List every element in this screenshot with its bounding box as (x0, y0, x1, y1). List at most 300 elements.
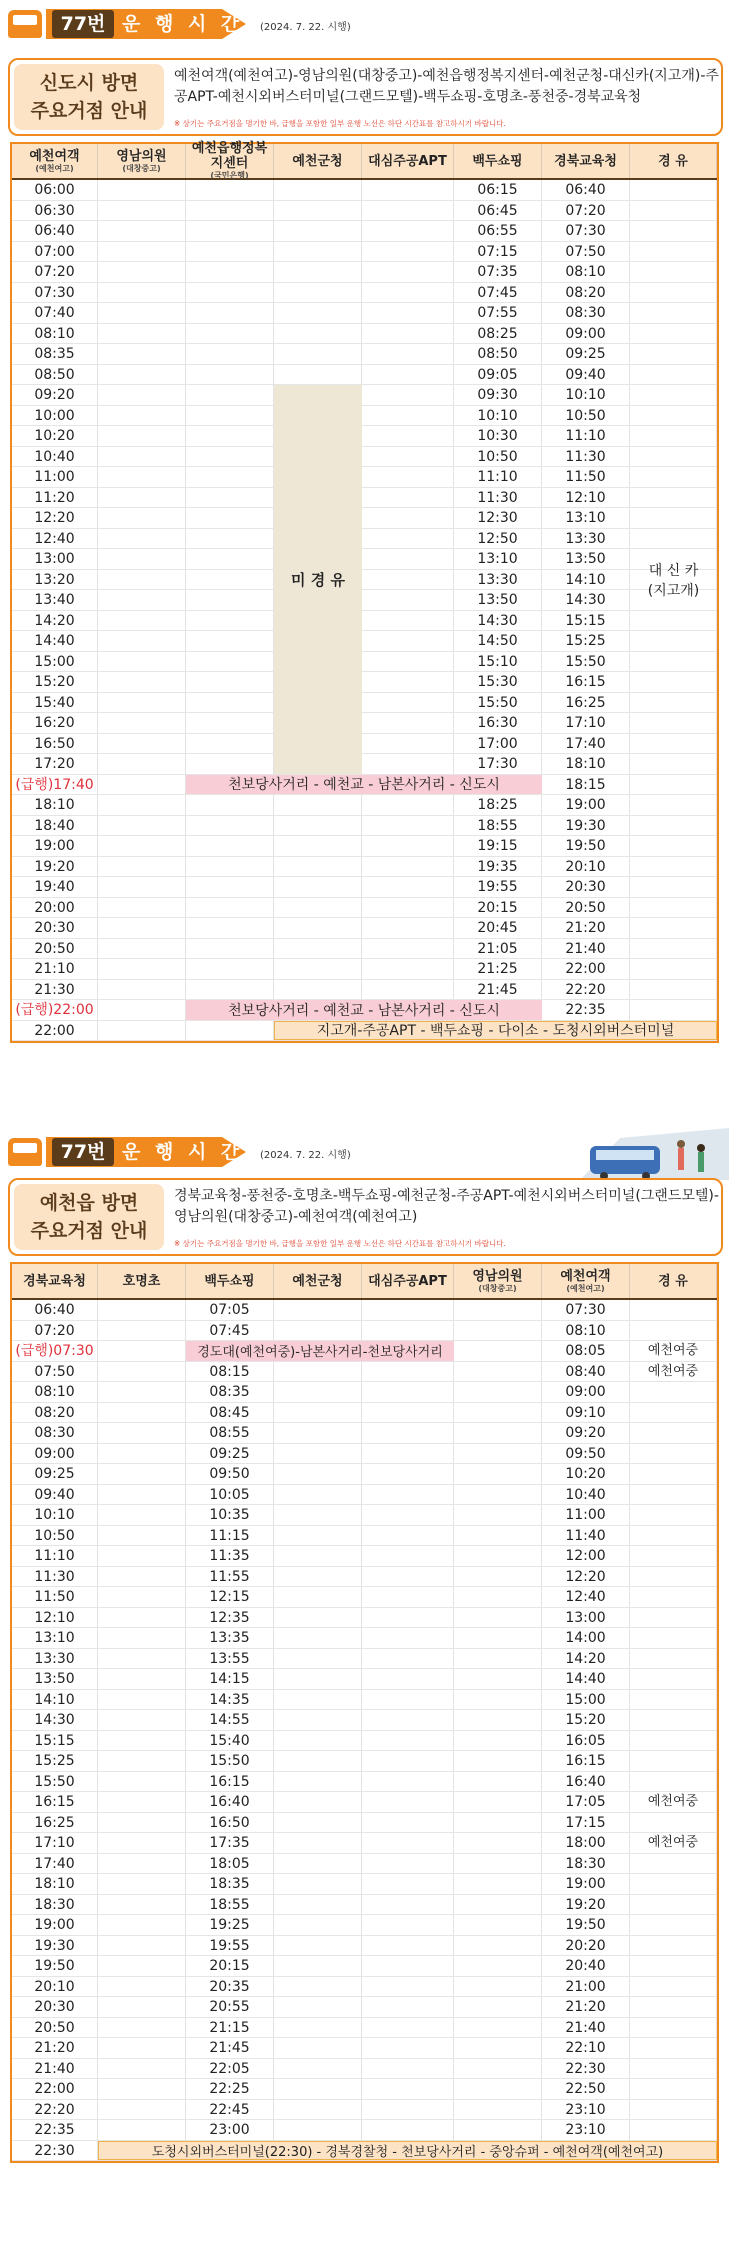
table-cell (274, 283, 362, 303)
table-cell (98, 795, 186, 815)
table-cell (630, 1608, 717, 1628)
table-cell: 10:35 (186, 1505, 274, 1525)
table-cell: 16:15 (186, 1772, 274, 1792)
table-row (12, 898, 717, 919)
table-cell (274, 1423, 362, 1443)
table-cell (274, 1977, 362, 1997)
table-cell (630, 201, 717, 221)
table-cell (274, 836, 362, 856)
table-cell: 21:40 (542, 2018, 630, 2038)
table-cell: 15:50 (542, 652, 630, 672)
table-cell: 15:20 (12, 672, 98, 692)
table-cell: 19:40 (12, 877, 98, 897)
table-row (12, 816, 717, 837)
table-row (12, 447, 717, 468)
table-cell: 11:35 (186, 1546, 274, 1566)
column-header-label: 예천군청 (292, 153, 343, 169)
table-cell: 22:30 (542, 2059, 630, 2079)
table-cell: 09:20 (542, 1423, 630, 1443)
table-cell (186, 939, 274, 959)
table-cell: 23:00 (186, 2120, 274, 2140)
table-cell: 13:30 (542, 529, 630, 549)
table-row (12, 1977, 717, 1998)
table-cell: 09:00 (542, 324, 630, 344)
table-cell (630, 1000, 717, 1020)
table-cell (362, 467, 454, 487)
table-cell (274, 1690, 362, 1710)
table-cell (274, 2018, 362, 2038)
table-cell: 20:45 (454, 918, 542, 938)
table-cell: 10:50 (542, 406, 630, 426)
table-cell: 10:10 (12, 1505, 98, 1525)
table-cell: 13:00 (12, 549, 98, 569)
table-cell (274, 2038, 362, 2058)
table-cell (454, 1669, 542, 1689)
table-cell (454, 1936, 542, 1956)
table-cell (98, 1772, 186, 1792)
table-cell: 09:50 (186, 1464, 274, 1484)
table-cell: 15:40 (186, 1731, 274, 1751)
column-header-label: 예천읍행정복지센터 (191, 141, 268, 171)
table-cell (98, 2059, 186, 2079)
table-cell (630, 365, 717, 385)
table-cell (98, 1505, 186, 1525)
table-cell (454, 1444, 542, 1464)
table-cell: 12:40 (542, 1587, 630, 1607)
table-cell (630, 1731, 717, 1751)
table-cell (454, 2100, 542, 2120)
table-cell (186, 836, 274, 856)
table-cell: 08:30 (12, 1423, 98, 1443)
table-cell: 20:30 (542, 877, 630, 897)
table-row (12, 1956, 717, 1977)
table-cell (362, 1997, 454, 2017)
table-cell (98, 1833, 186, 1853)
table-cell: 21:00 (542, 1977, 630, 1997)
table-cell: 14:20 (542, 1649, 630, 1669)
table-row (12, 631, 717, 652)
table-cell (630, 877, 717, 897)
table-cell: 19:50 (12, 1956, 98, 1976)
table-cell: 14:50 (454, 631, 542, 651)
table-cell (362, 877, 454, 897)
table-cell (274, 2079, 362, 2099)
table-row (12, 1628, 717, 1649)
table-cell (98, 447, 186, 467)
table-cell: 07:30 (542, 221, 630, 241)
table-cell (630, 795, 717, 815)
table-cell (630, 324, 717, 344)
table-cell (362, 816, 454, 836)
table-cell: 08:20 (12, 1403, 98, 1423)
route-stops: 예천여객(예천여고)-영남의원(대창중고)-예천읍행정복지센터-예천군청-대신카(지고개)-주공APT-예천시외버스터미널(그랜드모텔)-백두쇼핑-호명초-풍천중-경북교육청 (174, 68, 719, 105)
table-cell (362, 221, 454, 241)
table-row (12, 1792, 717, 1813)
table-cell: 13:50 (454, 590, 542, 610)
table-cell (362, 488, 454, 508)
table-cell: 11:15 (186, 1526, 274, 1546)
column-header-sub: (예천여고) (35, 163, 74, 173)
table-cell (362, 2059, 454, 2079)
table-cell: 18:30 (542, 1854, 630, 1874)
table-cell (454, 1772, 542, 1792)
table-cell (362, 1936, 454, 1956)
table-cell: 08:50 (454, 344, 542, 364)
bus-icon (8, 1138, 42, 1166)
table-cell (274, 1895, 362, 1915)
table-cell (362, 1485, 454, 1505)
table-cell (98, 488, 186, 508)
column-header-label: 영남의원 (472, 1268, 523, 1284)
table-cell: 12:00 (542, 1546, 630, 1566)
table-cell: 17:05 (542, 1792, 630, 1812)
column-header (186, 1264, 274, 1298)
table-cell (274, 1567, 362, 1587)
table-row (12, 426, 717, 447)
table-cell (186, 201, 274, 221)
table-cell (98, 529, 186, 549)
table-row (12, 283, 717, 304)
table-cell (362, 693, 454, 713)
route-note: ※ 상기는 주요거점을 명기한 바, 급행을 포함한 일부 운행 노선은 하단 시간표를 참고하시기 바랍니다. (174, 119, 506, 128)
table-cell: 16:40 (542, 1772, 630, 1792)
column-header-sub: (예천여고) (566, 1283, 605, 1293)
table-row (12, 1300, 717, 1321)
column-header (12, 1264, 98, 1298)
route-number: 77번 (52, 1138, 114, 1166)
table-cell (186, 672, 274, 692)
table-cell: 18:35 (186, 1874, 274, 1894)
table-cell (274, 1587, 362, 1607)
table-cell: 18:40 (12, 816, 98, 836)
table-cell (362, 549, 454, 569)
table-cell: 20:30 (12, 918, 98, 938)
table-cell: 12:40 (12, 529, 98, 549)
table-cell (186, 406, 274, 426)
table-cell: 20:50 (542, 898, 630, 918)
table-cell (630, 1956, 717, 1976)
table-cell (630, 1505, 717, 1525)
table-cell (274, 262, 362, 282)
table-cell (98, 1485, 186, 1505)
table-cell (98, 262, 186, 282)
table-cell: 18:30 (12, 1895, 98, 1915)
table-cell: 21:30 (12, 980, 98, 1000)
table-cell (630, 1485, 717, 1505)
table-cell (274, 959, 362, 979)
table-cell (98, 242, 186, 262)
table-cell: 14:40 (542, 1669, 630, 1689)
table-cell: 22:50 (542, 2079, 630, 2099)
table-cell: 10:10 (454, 406, 542, 426)
table-cell (274, 1854, 362, 1874)
table-cell (98, 939, 186, 959)
column-header (454, 144, 542, 178)
table-cell: 16:25 (12, 1813, 98, 1833)
column-header (630, 1264, 717, 1298)
table-cell: 16:40 (186, 1792, 274, 1812)
table-cell (186, 344, 274, 364)
table-cell (362, 1669, 454, 1689)
table-cell: 09:10 (542, 1403, 630, 1423)
table-cell (630, 344, 717, 364)
table-cell (630, 1915, 717, 1935)
table-cell: 19:00 (542, 795, 630, 815)
table-cell: 16:30 (454, 713, 542, 733)
table-cell (630, 2120, 717, 2140)
no-stop-block: 미 경 유 (274, 385, 362, 774)
table-cell: 15:40 (12, 693, 98, 713)
table-cell (630, 939, 717, 959)
table-row (12, 303, 717, 324)
table-cell (362, 1895, 454, 1915)
table-cell: 11:30 (454, 488, 542, 508)
table-cell: 22:05 (186, 2059, 274, 2079)
table-row (12, 1751, 717, 1772)
table-row (12, 1464, 717, 1485)
table-cell (98, 344, 186, 364)
table-cell (362, 857, 454, 877)
route-info-box (8, 1178, 723, 1256)
table-cell (630, 898, 717, 918)
table-cell: 21:25 (454, 959, 542, 979)
table-cell: 09:30 (454, 385, 542, 405)
last-route-note: 지고개-주공APT - 백두쇼핑 - 다이소 - 도청시외버스터미널 (274, 1021, 717, 1041)
table-cell (274, 918, 362, 938)
table-row (12, 508, 717, 529)
table-cell: 11:00 (542, 1505, 630, 1525)
table-cell (186, 590, 274, 610)
table-cell: 14:15 (186, 1669, 274, 1689)
table-cell (454, 1833, 542, 1853)
table-cell: 11:30 (542, 447, 630, 467)
table-cell (98, 2100, 186, 2120)
table-cell: 19:25 (186, 1915, 274, 1935)
table-cell (362, 426, 454, 446)
table-cell (362, 1731, 454, 1751)
table-cell: 08:35 (12, 344, 98, 364)
table-cell (186, 283, 274, 303)
table-cell: 18:00 (542, 1833, 630, 1853)
table-cell (274, 980, 362, 1000)
table-cell: 07:50 (12, 1362, 98, 1382)
table-row (12, 1649, 717, 1670)
table-cell: 14:40 (12, 631, 98, 651)
table-cell (362, 918, 454, 938)
table-cell (98, 1300, 186, 1320)
page-title: 운 행 시 간 표 (122, 1141, 277, 1163)
table-row (12, 1608, 717, 1629)
table-cell (630, 959, 717, 979)
table-cell: 12:35 (186, 1608, 274, 1628)
column-header-label: 호명초 (122, 1273, 161, 1289)
table-cell: 22:35 (542, 1000, 630, 1020)
table-cell: 17:35 (186, 1833, 274, 1853)
table-cell: 19:50 (542, 836, 630, 856)
column-header-label: 경북교육청 (23, 1273, 86, 1289)
table-row (12, 1546, 717, 1567)
table-cell: 17:30 (454, 754, 542, 774)
table-cell (98, 1444, 186, 1464)
table-cell (454, 1341, 542, 1361)
table-cell (630, 1669, 717, 1689)
column-header (12, 144, 98, 178)
table-cell (186, 385, 274, 405)
table-cell (186, 221, 274, 241)
table-cell (362, 2018, 454, 2038)
table-row (12, 1444, 717, 1465)
table-cell: 11:10 (454, 467, 542, 487)
table-cell (98, 1751, 186, 1771)
table-cell: (급행)17:40 (12, 775, 98, 795)
column-header-label: 경 유 (658, 153, 688, 169)
table-cell: 07:30 (12, 283, 98, 303)
table-cell: 14:10 (12, 1690, 98, 1710)
table-cell: 07:40 (12, 303, 98, 323)
column-header (274, 144, 362, 178)
table-cell (274, 1669, 362, 1689)
table-cell: 08:35 (186, 1382, 274, 1402)
table-row (12, 1423, 717, 1444)
table-cell (630, 1382, 717, 1402)
table-cell (362, 2079, 454, 2099)
table-cell (274, 1444, 362, 1464)
table-cell (274, 1382, 362, 1402)
table-cell (186, 242, 274, 262)
table-cell: 21:45 (454, 980, 542, 1000)
table-cell (362, 2100, 454, 2120)
table-cell (454, 1813, 542, 1833)
route-info-box (8, 58, 723, 136)
table-cell: 21:20 (12, 2038, 98, 2058)
table-cell (186, 508, 274, 528)
table-row (12, 1321, 717, 1342)
table-cell: 20:10 (12, 1977, 98, 1997)
table-row (12, 713, 717, 734)
table-cell: 08:25 (454, 324, 542, 344)
table-cell (98, 1710, 186, 1730)
via-note-line: (지고개) (647, 582, 700, 599)
table-cell (454, 2018, 542, 2038)
table-cell (630, 2100, 717, 2120)
table-cell (274, 877, 362, 897)
table-cell (362, 1813, 454, 1833)
table-cell (274, 1526, 362, 1546)
table-cell: 22:00 (12, 1021, 98, 1041)
table-cell (630, 1587, 717, 1607)
table-cell: 18:10 (542, 754, 630, 774)
table-cell (630, 1936, 717, 1956)
table-cell (98, 1690, 186, 1710)
table-cell (98, 590, 186, 610)
table-cell (274, 1300, 362, 1320)
table-cell: 15:50 (454, 693, 542, 713)
table-cell (630, 1628, 717, 1648)
table-cell: 12:10 (12, 1608, 98, 1628)
table-row (12, 2059, 717, 2080)
column-header-label: 경북교육청 (554, 153, 617, 169)
table-cell (98, 2038, 186, 2058)
table-row (12, 1710, 717, 1731)
table-cell (274, 1874, 362, 1894)
table-cell (362, 324, 454, 344)
table-cell (362, 1649, 454, 1669)
table-cell: 07:55 (454, 303, 542, 323)
table-row (12, 344, 717, 365)
table-cell: 09:00 (542, 1382, 630, 1402)
page-title: 운 행 시 간 표 (122, 13, 277, 35)
table-cell (362, 734, 454, 754)
table-cell: 15:25 (12, 1751, 98, 1771)
table-row (12, 1362, 717, 1383)
table-cell (362, 631, 454, 651)
table-cell (630, 1526, 717, 1546)
table-row (12, 836, 717, 857)
direction-name: 예천읍 방면 (39, 1192, 139, 1214)
table-row (12, 877, 717, 898)
table-cell: 08:45 (186, 1403, 274, 1423)
table-cell (362, 1833, 454, 1853)
via-note-line: 대 신 카 (648, 562, 699, 579)
table-cell (362, 836, 454, 856)
table-cell: 13:00 (542, 1608, 630, 1628)
table-cell: 15:15 (542, 611, 630, 631)
table-cell (274, 365, 362, 385)
table-cell (274, 1833, 362, 1853)
table-cell: 08:40 (542, 1362, 630, 1382)
table-row (12, 385, 717, 406)
table-cell (274, 1731, 362, 1751)
table-cell (98, 1628, 186, 1648)
table-cell: 13:35 (186, 1628, 274, 1648)
table-cell: 14:35 (186, 1690, 274, 1710)
table-cell (98, 1382, 186, 1402)
table-cell: 19:35 (454, 857, 542, 877)
table-cell (630, 262, 717, 282)
table-row (12, 324, 717, 345)
table-cell: 13:55 (186, 1649, 274, 1669)
table-cell (630, 918, 717, 938)
table-cell: 09:00 (12, 1444, 98, 1464)
table-row (12, 1895, 717, 1916)
table-cell (98, 1895, 186, 1915)
table-cell (630, 2018, 717, 2038)
table-row (12, 180, 717, 201)
table-cell (274, 857, 362, 877)
table-cell (362, 1977, 454, 1997)
table-cell: 20:30 (12, 1997, 98, 2017)
table-cell (98, 1936, 186, 1956)
column-header-label: 예천여객 (29, 148, 80, 164)
table-cell (362, 2038, 454, 2058)
table-cell: 11:50 (542, 467, 630, 487)
table-cell (98, 406, 186, 426)
table-cell: 15:00 (12, 652, 98, 672)
table-cell (362, 590, 454, 610)
table-cell (274, 221, 362, 241)
table-cell (274, 1956, 362, 1976)
table-cell (454, 1997, 542, 2017)
table-row (12, 693, 717, 714)
table-row (12, 857, 717, 878)
table-cell (98, 1021, 186, 1041)
table-cell: 예천여중 (630, 1362, 717, 1382)
table-cell (98, 877, 186, 897)
table-cell: 16:50 (12, 734, 98, 754)
table-row (12, 262, 717, 283)
table-cell (454, 1505, 542, 1525)
table-cell (98, 1792, 186, 1812)
